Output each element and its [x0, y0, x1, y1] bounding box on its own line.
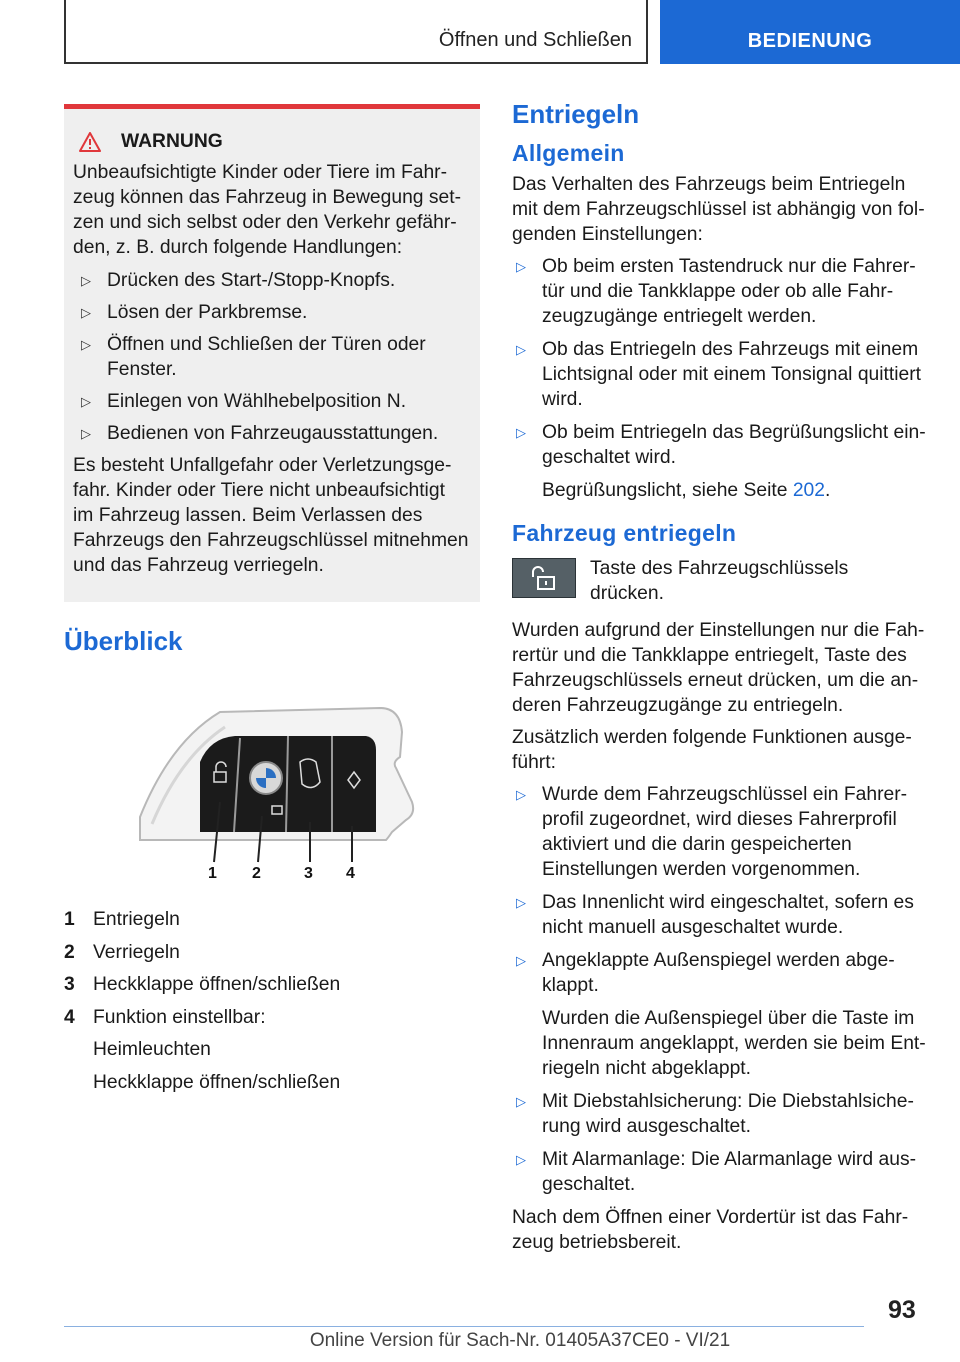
- warning-heading: [79, 129, 470, 154]
- unlock-section: [512, 99, 926, 1262]
- footer-divider: [64, 1326, 864, 1327]
- section-title: Öffnen und Schließen: [438, 28, 632, 51]
- car-key-illustration: [130, 702, 420, 882]
- legend-row: 4 Funktion einstellbar:: [64, 1006, 266, 1028]
- callout-2: 2: [252, 865, 261, 882]
- list-item: ▷ Ob das Entriegeln des Fahrzeugs mit einem Lichtsignal oder mit einem Tonsignal quittiert wird.: [516, 339, 922, 410]
- bullet-triangle-icon: ▷: [81, 426, 91, 441]
- legend-row: 3 Heckklappe öffnen/schließen: [64, 974, 341, 995]
- legend-row: 1 Entriegeln: [64, 909, 180, 930]
- warning-triangle-icon: [79, 132, 101, 152]
- warning-outro: Es besteht Unfallgefahr oder Verletzungsgefahr. Kinder oder Tiere nicht unbeaufsichtigt im Fahrzeug lassen. Beim Verlassen des Fahrzeugs den Fahrzeugschlüssel mitnehmen und das Fahrzeug verriegeln.: [73, 455, 469, 576]
- legend-sub-item: Heimleuchten: [93, 1039, 211, 1060]
- bullet-triangle-icon: ▷: [516, 259, 526, 274]
- page-link-202[interactable]: 202: [792, 480, 825, 501]
- list-item: ▷ Öffnen und Schließen der Türen oder Fenster.: [81, 334, 426, 380]
- press-key-text: Taste des Fahrzeugschlüssels drücken.: [590, 558, 849, 604]
- general-text: Das Verhalten des Fahrzeugs beim Entriegeln mit dem Fahrzeugschlüssel ist abhängig von folgenden Einstellungen:: [512, 174, 925, 245]
- mirror-note: Wurden die Außenspiegel über die Taste im Innenraum angeklappt, werden sie beim Entriegeln nicht abgeklappt.: [542, 1008, 926, 1079]
- bullet-triangle-icon: ▷: [81, 305, 91, 320]
- bullet-triangle-icon: ▷: [516, 1152, 526, 1167]
- unlock-instruction: [512, 556, 926, 606]
- list-item: ▷ Mit Alarmanlage: Die Alarmanlage wird ausgeschaltet.: [516, 1149, 917, 1195]
- bullet-triangle-icon: ▷: [516, 425, 526, 440]
- bullet-triangle-icon: ▷: [516, 342, 526, 357]
- bullet-triangle-icon: ▷: [516, 787, 526, 802]
- unlock-icon: [529, 565, 559, 591]
- list-item: ▷ Einlegen von Wählhebelposition N.: [81, 391, 407, 412]
- warning-list: [73, 268, 470, 446]
- functions-intro: Zusätzlich werden folgende Funktionen ausgeführt:: [512, 727, 912, 773]
- vehicle-unlock-heading: Fahrzeug entriegeln: [512, 520, 737, 546]
- unlock-heading: Entriegeln: [512, 99, 640, 129]
- bullet-triangle-icon: ▷: [516, 895, 526, 910]
- bullet-triangle-icon: ▷: [516, 953, 526, 968]
- bullet-triangle-icon: ▷: [81, 337, 91, 352]
- page-number: 93: [888, 1296, 916, 1324]
- list-item: ▷ Ob beim ersten Tastendruck nur die Fahrertür und die Tankklappe oder ob alle Fahrzeugzugänge entriegelt werden.: [516, 256, 916, 327]
- legend-row: 2 Verriegeln: [64, 941, 180, 963]
- functions-list: [512, 782, 926, 998]
- welcome-light-reference: Begrüßungslicht, siehe Seite 202.: [542, 480, 831, 501]
- functions-list-2: [512, 1089, 926, 1197]
- bullet-triangle-icon: ▷: [516, 1094, 526, 1109]
- overview-heading: Überblick: [64, 626, 183, 656]
- bullet-triangle-icon: ▷: [81, 273, 91, 288]
- list-item: ▷ Wurde dem Fahrzeugschlüssel ein Fahrerprofil zugeordnet, wird dieses Fahrerprofil aktiviert und die darin gespeicherten Einstellungen werden vorgenommen.: [516, 784, 908, 880]
- footer-version-text: Online Version für Sach-Nr. 01405A37CE0 - VI/21: [309, 1330, 731, 1351]
- header-chapter-tab[interactable]: [660, 0, 960, 64]
- callout-3: 3: [304, 865, 313, 882]
- list-item: ▷ Das Innenlicht wird eingeschaltet, sofern es nicht manuell ausgeschaltet wurde.: [516, 892, 914, 938]
- settings-list: [512, 254, 926, 470]
- unlock-key-button: [512, 558, 576, 598]
- list-item: ▷ Mit Diebstahlsicherung: Die Diebstahlsicherung wird ausgeschaltet.: [516, 1091, 914, 1137]
- repeat-press-text: Wurden aufgrund der Einstellungen nur die Fahrertür und die Tankklappe entriegelt, Taste des Fahrzeugschlüssels erneut drücken, um die anderen Fahrzeugzugänge zu entriegeln.: [512, 620, 925, 716]
- warning-intro: Unbeaufsichtigte Kinder oder Tiere im Fahrzeug können das Fahrzeug in Bewegung setzen und sich selbst oder den Verkehr gefährden, z. B. durch folgende Handlungen:: [73, 162, 462, 258]
- list-item: ▷ Angeklappte Außenspiegel werden abgeklappt.: [516, 950, 895, 996]
- bullet-triangle-icon: ▷: [81, 394, 91, 409]
- legend-sub-item: Heckklappe öffnen/schließen: [93, 1071, 341, 1093]
- list-item: ▷ Ob beim Entriegeln das Begrüßungslicht eingeschaltet wird.: [516, 422, 926, 468]
- key-legend: [64, 904, 474, 1099]
- list-item: ▷ Drücken des Start-/Stopp-Knopfs.: [81, 270, 396, 291]
- callout-4: 4: [346, 865, 355, 882]
- list-item: ▷ Bedienen von Fahrzeugausstattungen.: [81, 423, 439, 444]
- chapter-title: BEDIENUNG: [747, 29, 873, 52]
- list-item: ▷ Lösen der Parkbremse.: [81, 302, 308, 323]
- closing-text: Nach dem Öffnen einer Vordertür ist das Fahrzeug betriebsbereit.: [512, 1207, 909, 1253]
- callout-1: 1: [208, 865, 217, 882]
- header-section-title: [64, 0, 648, 64]
- warning-title: WARNUNG: [121, 131, 223, 152]
- general-heading: Allgemein: [512, 140, 625, 166]
- warning-box: [64, 104, 480, 602]
